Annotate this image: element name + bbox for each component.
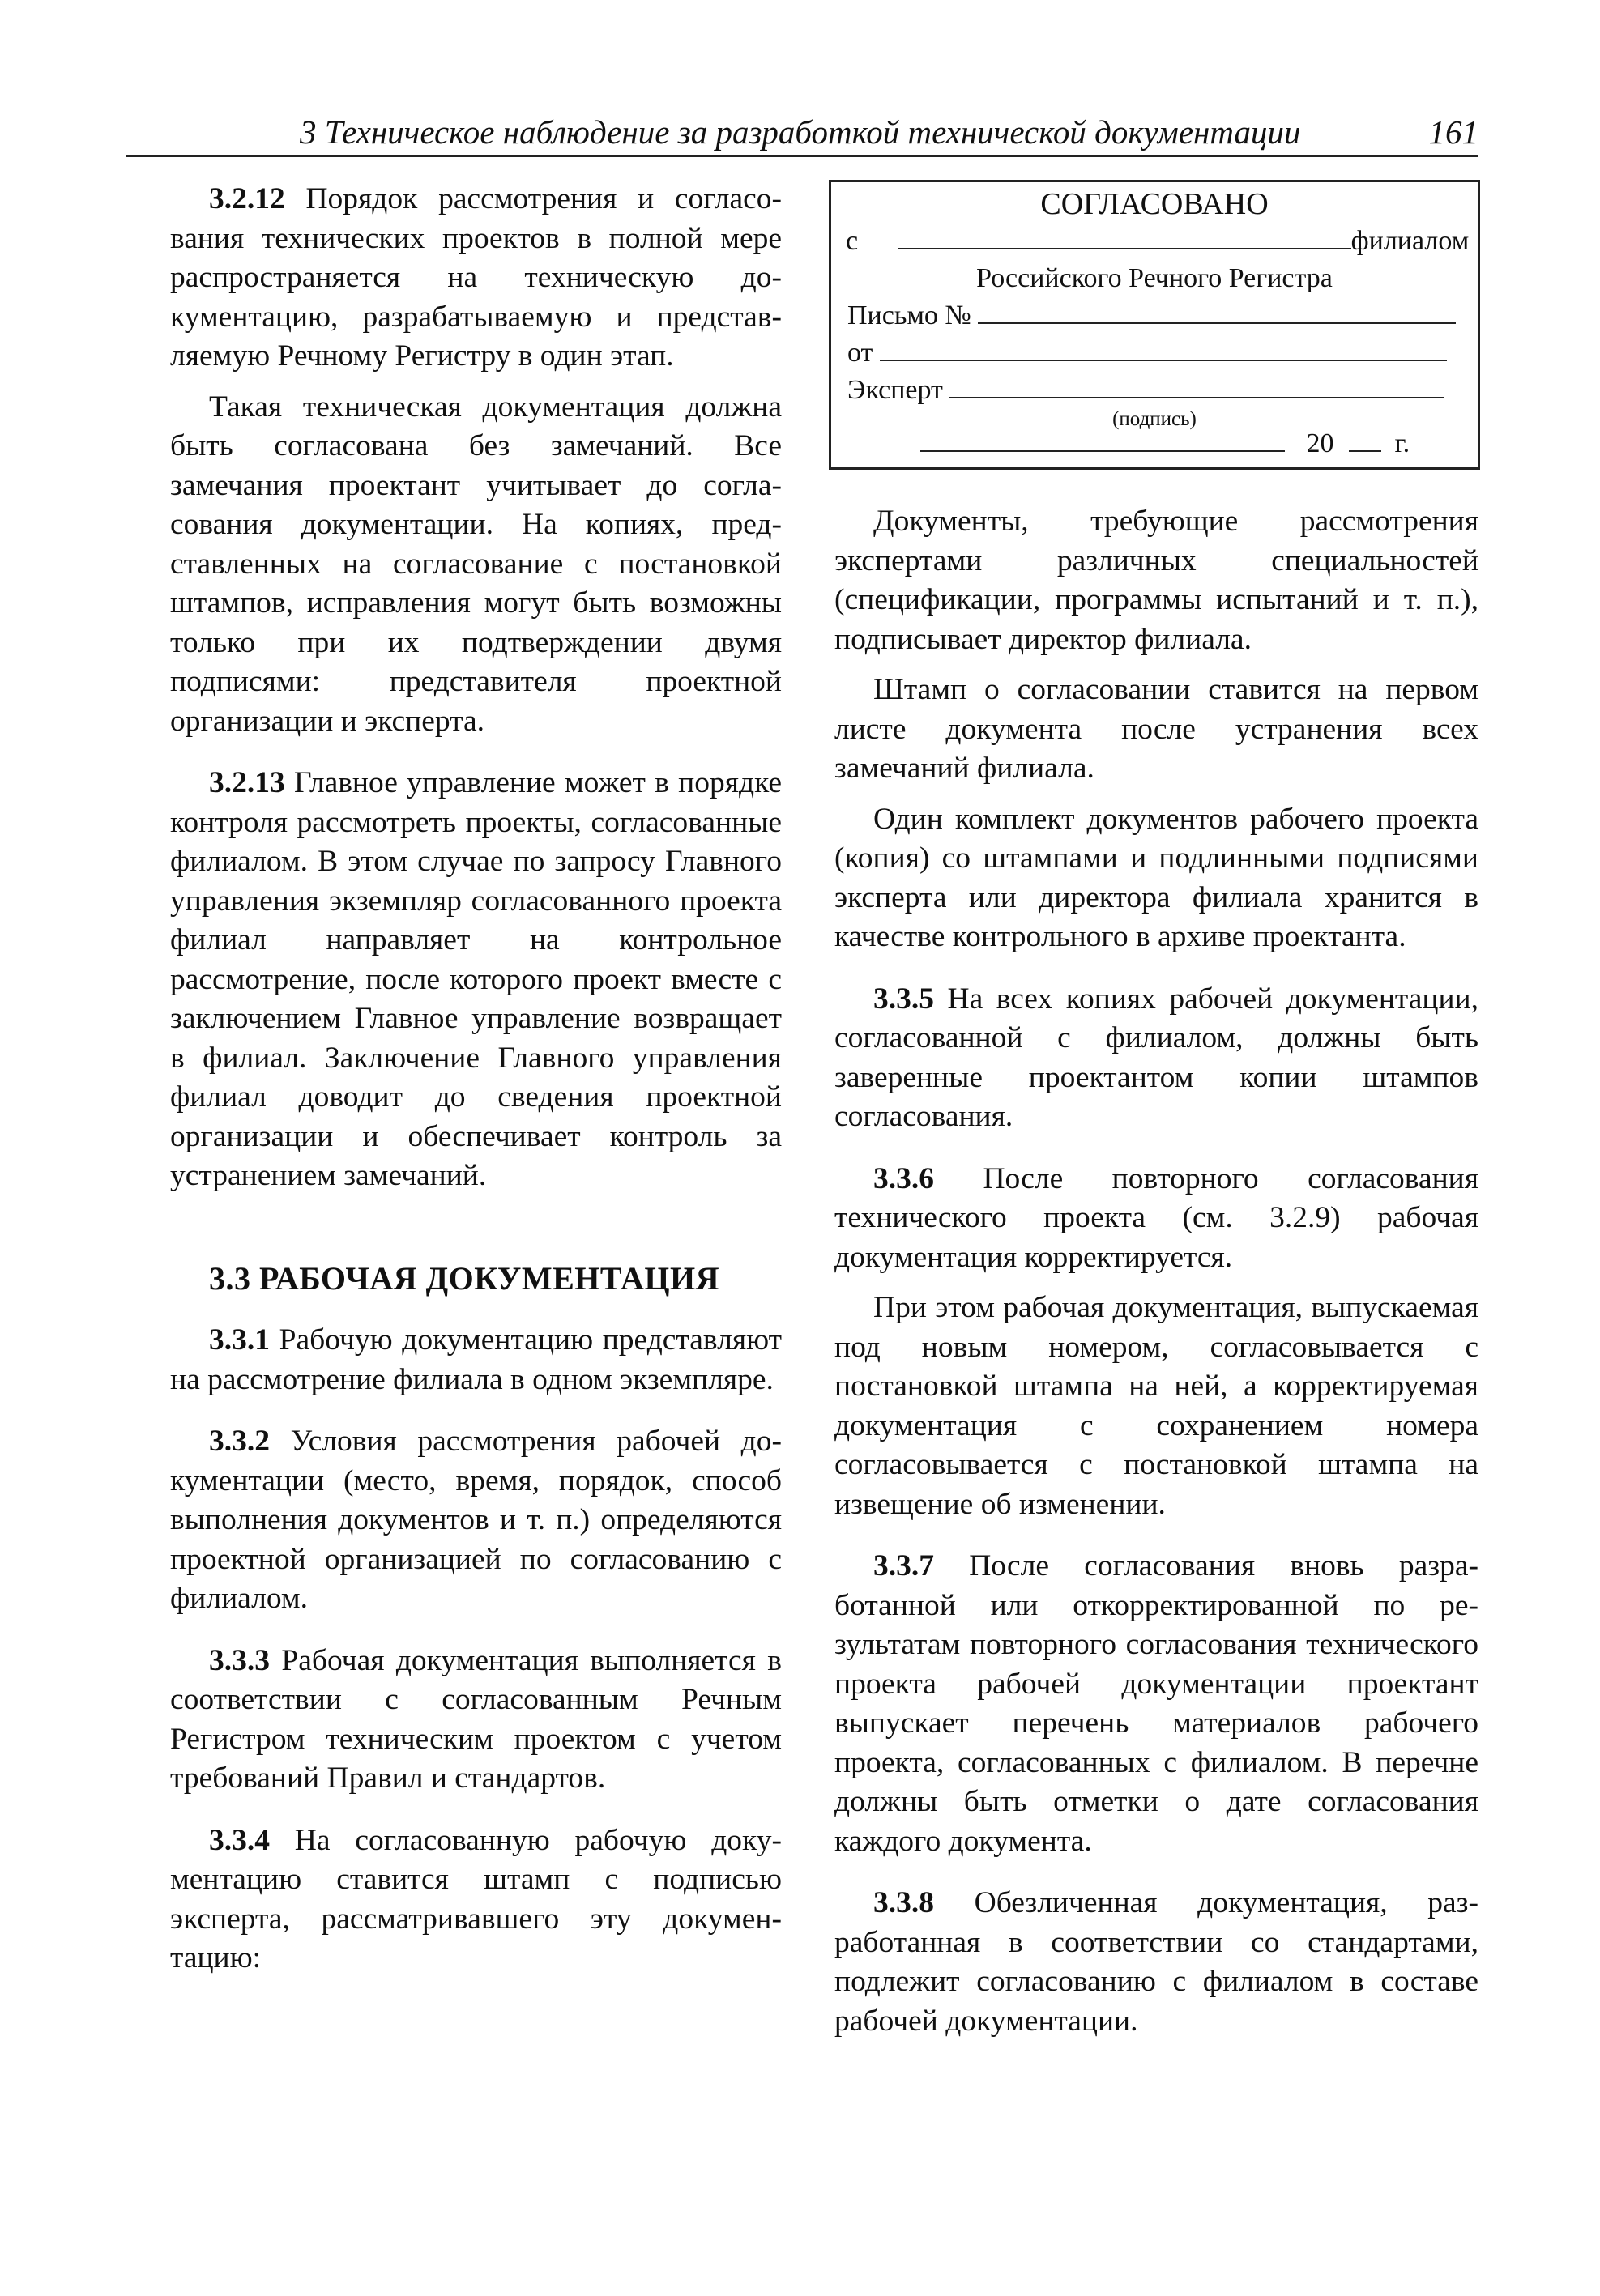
- paragraph-text: После повторного согласования технического проекта (см. 3.2.9) рабочая документация корректируется.: [834, 1161, 1478, 1274]
- paragraph-text: Обезличенная документация, разработанная в соответствии со стандартами, подлежит согласованию с филиалом в составе рабочей документации.: [834, 1886, 1478, 2038]
- stamp-year: 20: [1306, 428, 1334, 458]
- stamp-from-label: от: [847, 338, 873, 368]
- clause-number: 3.3.5: [873, 982, 934, 1016]
- clause-number: 3.3.8: [873, 1886, 934, 1919]
- paragraph-3-2-13: [170, 764, 782, 1196]
- running-header: [126, 109, 1478, 157]
- stamp-title: СОГЛАСОВАНО: [1040, 187, 1269, 221]
- paragraph-3-3-6: [834, 1160, 1478, 1278]
- stamp-letter-label: Письмо №: [847, 300, 971, 330]
- paragraph-text: Рабочую документацию представляют на рассмотрение филиала в одном экземпляре.: [170, 1323, 782, 1396]
- paragraph-3-3-4: [170, 1821, 782, 1979]
- paragraph-text: Порядок рассмотрения и согласования технических проектов в полной мере распространяется на техническую документацию, разрабатываемую и представляемую Речному Регистру в один этап.: [170, 182, 782, 373]
- stamp-signature-caption: (подпись): [1112, 408, 1197, 430]
- approval-stamp-form: [829, 180, 1480, 470]
- stamp-letter-line: [847, 297, 1470, 334]
- letter-blank-line: [978, 298, 1456, 324]
- section-heading: 3.3 РАБОЧАЯ ДОКУМЕНТАЦИЯ: [209, 1259, 720, 1297]
- paragraph-3-3-5: [834, 980, 1478, 1137]
- paragraph-3-2-12: [170, 180, 782, 377]
- paragraph-3-3-2: [170, 1422, 782, 1619]
- paragraph-text: Рабочая документация выполняется в соответствии с согласованным Речным Регистром техническим проектом с учетом требований Правил и стандартов.: [170, 1643, 782, 1795]
- stamp-registry: Российского Речного Регистра: [976, 263, 1333, 293]
- stamp-expert-label: Эксперт: [847, 375, 943, 405]
- right-column: [834, 502, 1478, 2052]
- stamp-filial-label: филиалом: [1350, 226, 1470, 256]
- stamp-year-suffix: г.: [1394, 428, 1410, 458]
- paragraph-3-3-6-cont: [834, 1289, 1478, 1524]
- from-blank-line: [880, 335, 1447, 361]
- clause-number: 3.3.7: [873, 1549, 934, 1582]
- date-blank-line: [920, 426, 1285, 452]
- stamp-prefix: с: [846, 226, 859, 256]
- paragraph-text: На согласованную рабочую документацию ставится штамп с подписью эксперта, рассматривавшего эту документацию:: [170, 1823, 782, 1974]
- filial-blank-line: [898, 224, 1351, 249]
- paragraph-stamp-placement: [834, 671, 1478, 789]
- clause-number: 3.3.1: [209, 1323, 270, 1357]
- paragraph-3-3-7: [834, 1547, 1478, 1861]
- paragraph-control-copy: [834, 800, 1478, 957]
- running-header-title: 3 Техническое наблюдение за разработкой технической документации: [300, 113, 1301, 151]
- clause-number: 3.3.4: [209, 1823, 270, 1857]
- paragraph-text: На всех копиях рабочей документации, согласованной с филиалом, должны быть заверенные проектантом копии штампов согласования.: [834, 982, 1478, 1133]
- clause-number: 3.2.12: [209, 182, 285, 215]
- stamp-from-line: [847, 334, 1470, 372]
- left-column: [170, 180, 782, 1990]
- paragraph-3-2-12-cont: [170, 388, 782, 742]
- clause-number: 3.3.2: [209, 1425, 270, 1458]
- paragraph-text: Условия рассмотрения рабочей документации (место, время, порядок, способ выполнения документов и т. п.) определяются проектной организацией по согласованию с филиалом.: [170, 1425, 782, 1615]
- clause-number: 3.3.6: [873, 1161, 934, 1195]
- paragraph-text: Один комплект документов рабочего проекта (копия) со штампами и подлинными подписями эксперта или директора филиала хранится в качестве контрольного в архиве проектанта.: [834, 802, 1478, 953]
- paragraph-text: При этом рабочая документация, выпускаемая под новым номером, согласовывается с постановкой штампа на ней, а корректируемая документация с сохранением номера согласовывается с постановкой штампа на извещение об изменении.: [834, 1291, 1478, 1521]
- stamp-date-line: [920, 425, 1470, 462]
- year-blank-line: [1349, 426, 1381, 452]
- page-number: 161: [1428, 113, 1478, 151]
- paragraph-text: После согласования вновь разработанной или откорректированной по результатам повторного согласования технического проекта рабочей документации проектант выпускает перечень материалов рабочего проекта, согласованных с филиалом. В перечне должны быть отметки о дате согласования каждого документа.: [834, 1549, 1478, 1858]
- paragraph-3-3-1: [170, 1321, 782, 1399]
- paragraph-text: Такая техническая документация должна быть согласована без замечаний. Все замечания проектант учитывает до согласования документации. На копиях, представленных на согласование с постановкой штампов, исправления могут быть возможны только при их подтверждении двумя подписями: представителя проектной организации и эксперта.: [170, 390, 782, 738]
- paragraph-text: Главное управление может в порядке контроля рассмотреть проекты, согласованные филиалом. В этом случае по запросу Главного управления экземпляр согласованного проекта филиал направляет на контрольное рассмотрение, после которого проект вместе с заключением Главное управление возвращает в филиал. Заключение Главного управления филиал доводит до сведения проектной организации и обеспечивает контроль за устранением замечаний.: [170, 766, 782, 1192]
- stamp-filial-line: [846, 223, 1470, 260]
- paragraph-text: Штамп о согласовании ставится на первом листе документа после устранения всех замечаний филиала.: [834, 673, 1478, 785]
- paragraph-text: Документы, требующие рассмотрения экспертами различных специальностей (спецификации, программы испытаний и т. п.), подписывает директор филиала.: [834, 505, 1478, 656]
- expert-blank-line: [949, 373, 1444, 398]
- paragraph-3-3-3: [170, 1642, 782, 1799]
- paragraph-3-3-8: [834, 1884, 1478, 2041]
- clause-number: 3.2.13: [209, 766, 285, 799]
- clause-number: 3.3.3: [209, 1643, 270, 1677]
- paragraph-documents: [834, 502, 1478, 659]
